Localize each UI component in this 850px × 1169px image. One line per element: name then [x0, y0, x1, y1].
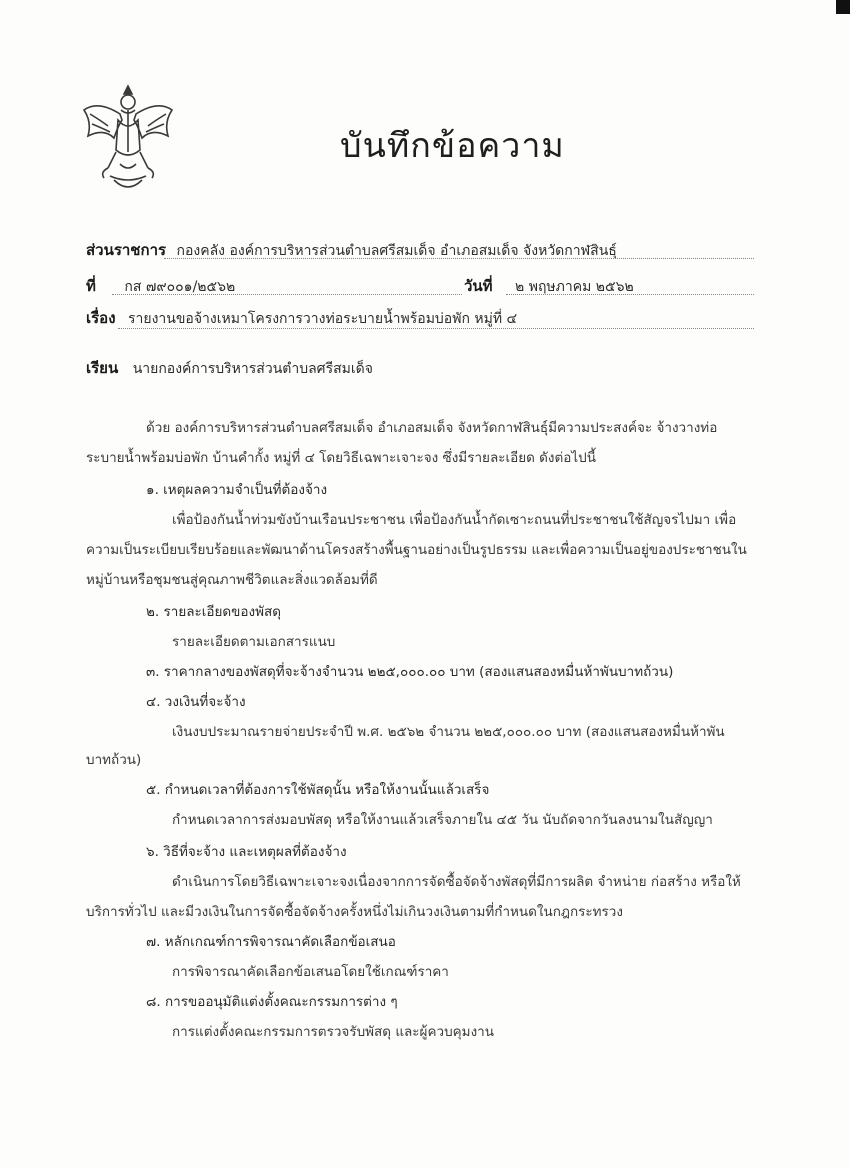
to-row: [86, 356, 373, 380]
date-label: วันที่: [464, 277, 493, 295]
dept-underline: [164, 258, 754, 259]
section-7-line-1: การพิจารณาคัดเลือกข้อเสนอโดยใช้เกณฑ์ราคา: [172, 964, 449, 980]
section-4-line-1: เงินงบประมาณรายจ่ายประจำปี พ.ศ. ๒๕๖๒ จำนวน ๒๒๕,๐๐๐.๐๐ บาท (สองแสนสองหมื่นห้าพัน: [172, 724, 725, 740]
garuda-emblem-icon: [78, 80, 178, 198]
scan-corner-mark: [836, 0, 850, 14]
section-8-line-1: การแต่งตั้งคณะกรรมการตรวจรับพัสดุ และผู้ควบคุมงาน: [172, 1024, 494, 1040]
ref-label: ที่: [86, 277, 96, 295]
section-3-heading: ๓. ราคากลางของพัสดุที่จะจ้างจำนวน ๒๒๕,๐๐๐.๐๐ บาท (สองแสนสองหมื่นห้าพันบาทถ้วน): [146, 664, 674, 680]
section-1-line-3: หมู่บ้านหรือชุมชนสู่คุณภาพชีวิตและสิ่งแวดล้อมที่ดี: [86, 572, 378, 588]
subject-row: [86, 306, 517, 330]
section-2-line-1: รายละเอียดตามเอกสารแนบ: [172, 634, 336, 650]
dept-label: ส่วนราชการ: [86, 241, 167, 259]
section-6-heading: ๖. วิธีที่จะจ้าง และเหตุผลที่ต้องจ้าง: [146, 844, 347, 860]
section-6-line-2: บริการทั่วไป และมีวงเงินในการจัดซื้อจัดจ้างครั้งหนึ่งไม่เกินวงเงินตามที่กำหนดในกฎกระทรวง: [86, 904, 623, 920]
to-value: นายกองค์การบริหารส่วนตำบลศรีสมเด็จ: [132, 361, 373, 377]
subject-underline: [118, 328, 754, 329]
to-label: เรียน: [86, 359, 119, 377]
dept-value: กองคลัง องค์การบริหารส่วนตำบลศรีสมเด็จ อำเภอสมเด็จ จังหวัดกาฬสินธุ์: [176, 243, 617, 259]
memo-title: บันทึกข้อความ: [340, 126, 565, 166]
intro-line-2: ระบายน้ำพร้อมบ่อพัก บ้านคำกั้ง หมู่ที่ ๔ โดยวิธีเฉพาะเจาะจง ซึ่งมีรายละเอียด ดังต่อไปนี้: [86, 450, 596, 466]
subject-label: เรื่อง: [86, 309, 116, 327]
subject-value: รายงานขอจ้างเหมาโครงการวางท่อระบายน้ำพร้อมบ่อพัก หมู่ที่ ๔: [127, 311, 518, 327]
section-6-line-1: ดำเนินการโดยวิธีเฉพาะเจาะจงเนื่องจากการจัดซื้อจัดจ้างพัสดุที่มีการผลิต จำหน่าย ก่อสร้าง หรือให้: [172, 874, 741, 890]
section-4-heading: ๔. วงเงินที่จะจ้าง: [146, 694, 246, 710]
section-5-line-1: กำหนดเวลาการส่งมอบพัสดุ หรือให้งานแล้วเสร็จภายใน ๔๕ วัน นับถัดจากวันลงนามในสัญญา: [172, 812, 713, 828]
intro-line-1: ด้วย องค์การบริหารส่วนตำบลศรีสมเด็จ อำเภอสมเด็จ จังหวัดกาฬสินธุ์มีความประสงค์จะ จ้างวางท่อ: [146, 420, 718, 436]
section-5-heading: ๕. กำหนดเวลาที่ต้องการใช้พัสดุนั้น หรือให้งานนั้นแล้วเสร็จ: [146, 782, 490, 798]
section-8-heading: ๘. การขออนุมัติแต่งตั้งคณะกรรมการต่าง ๆ: [146, 994, 398, 1010]
section-1-heading: ๑. เหตุผลความจำเป็นที่ต้องจ้าง: [146, 482, 328, 498]
ref-value: กส ๗๙๐๐๑/๒๕๖๒: [124, 279, 236, 295]
date-value: ๒ พฤษภาคม ๒๕๖๒: [515, 279, 634, 295]
section-7-heading: ๗. หลักเกณฑ์การพิจารณาคัดเลือกข้อเสนอ: [146, 934, 396, 950]
section-4-line-2: บาทถ้วน): [86, 752, 142, 768]
ref-underline: [112, 294, 462, 295]
section-2-heading: ๒. รายละเอียดของพัสดุ: [146, 604, 281, 620]
section-1-line-2: ความเป็นระเบียบเรียบร้อยและพัฒนาด้านโครงสร้างพื้นฐานอย่างเป็นรูปธรรม และเพื่อความเป็นอยู่ของประชาชนใน: [86, 542, 747, 558]
date-underline: [506, 294, 754, 295]
section-1-line-1: เพื่อป้องกันน้ำท่วมขังบ้านเรือนประชาชน เพื่อป้องกันน้ำกัดเซาะถนนที่ประชาชนใช้สัญจรไปมา เพื่อ: [172, 512, 737, 528]
